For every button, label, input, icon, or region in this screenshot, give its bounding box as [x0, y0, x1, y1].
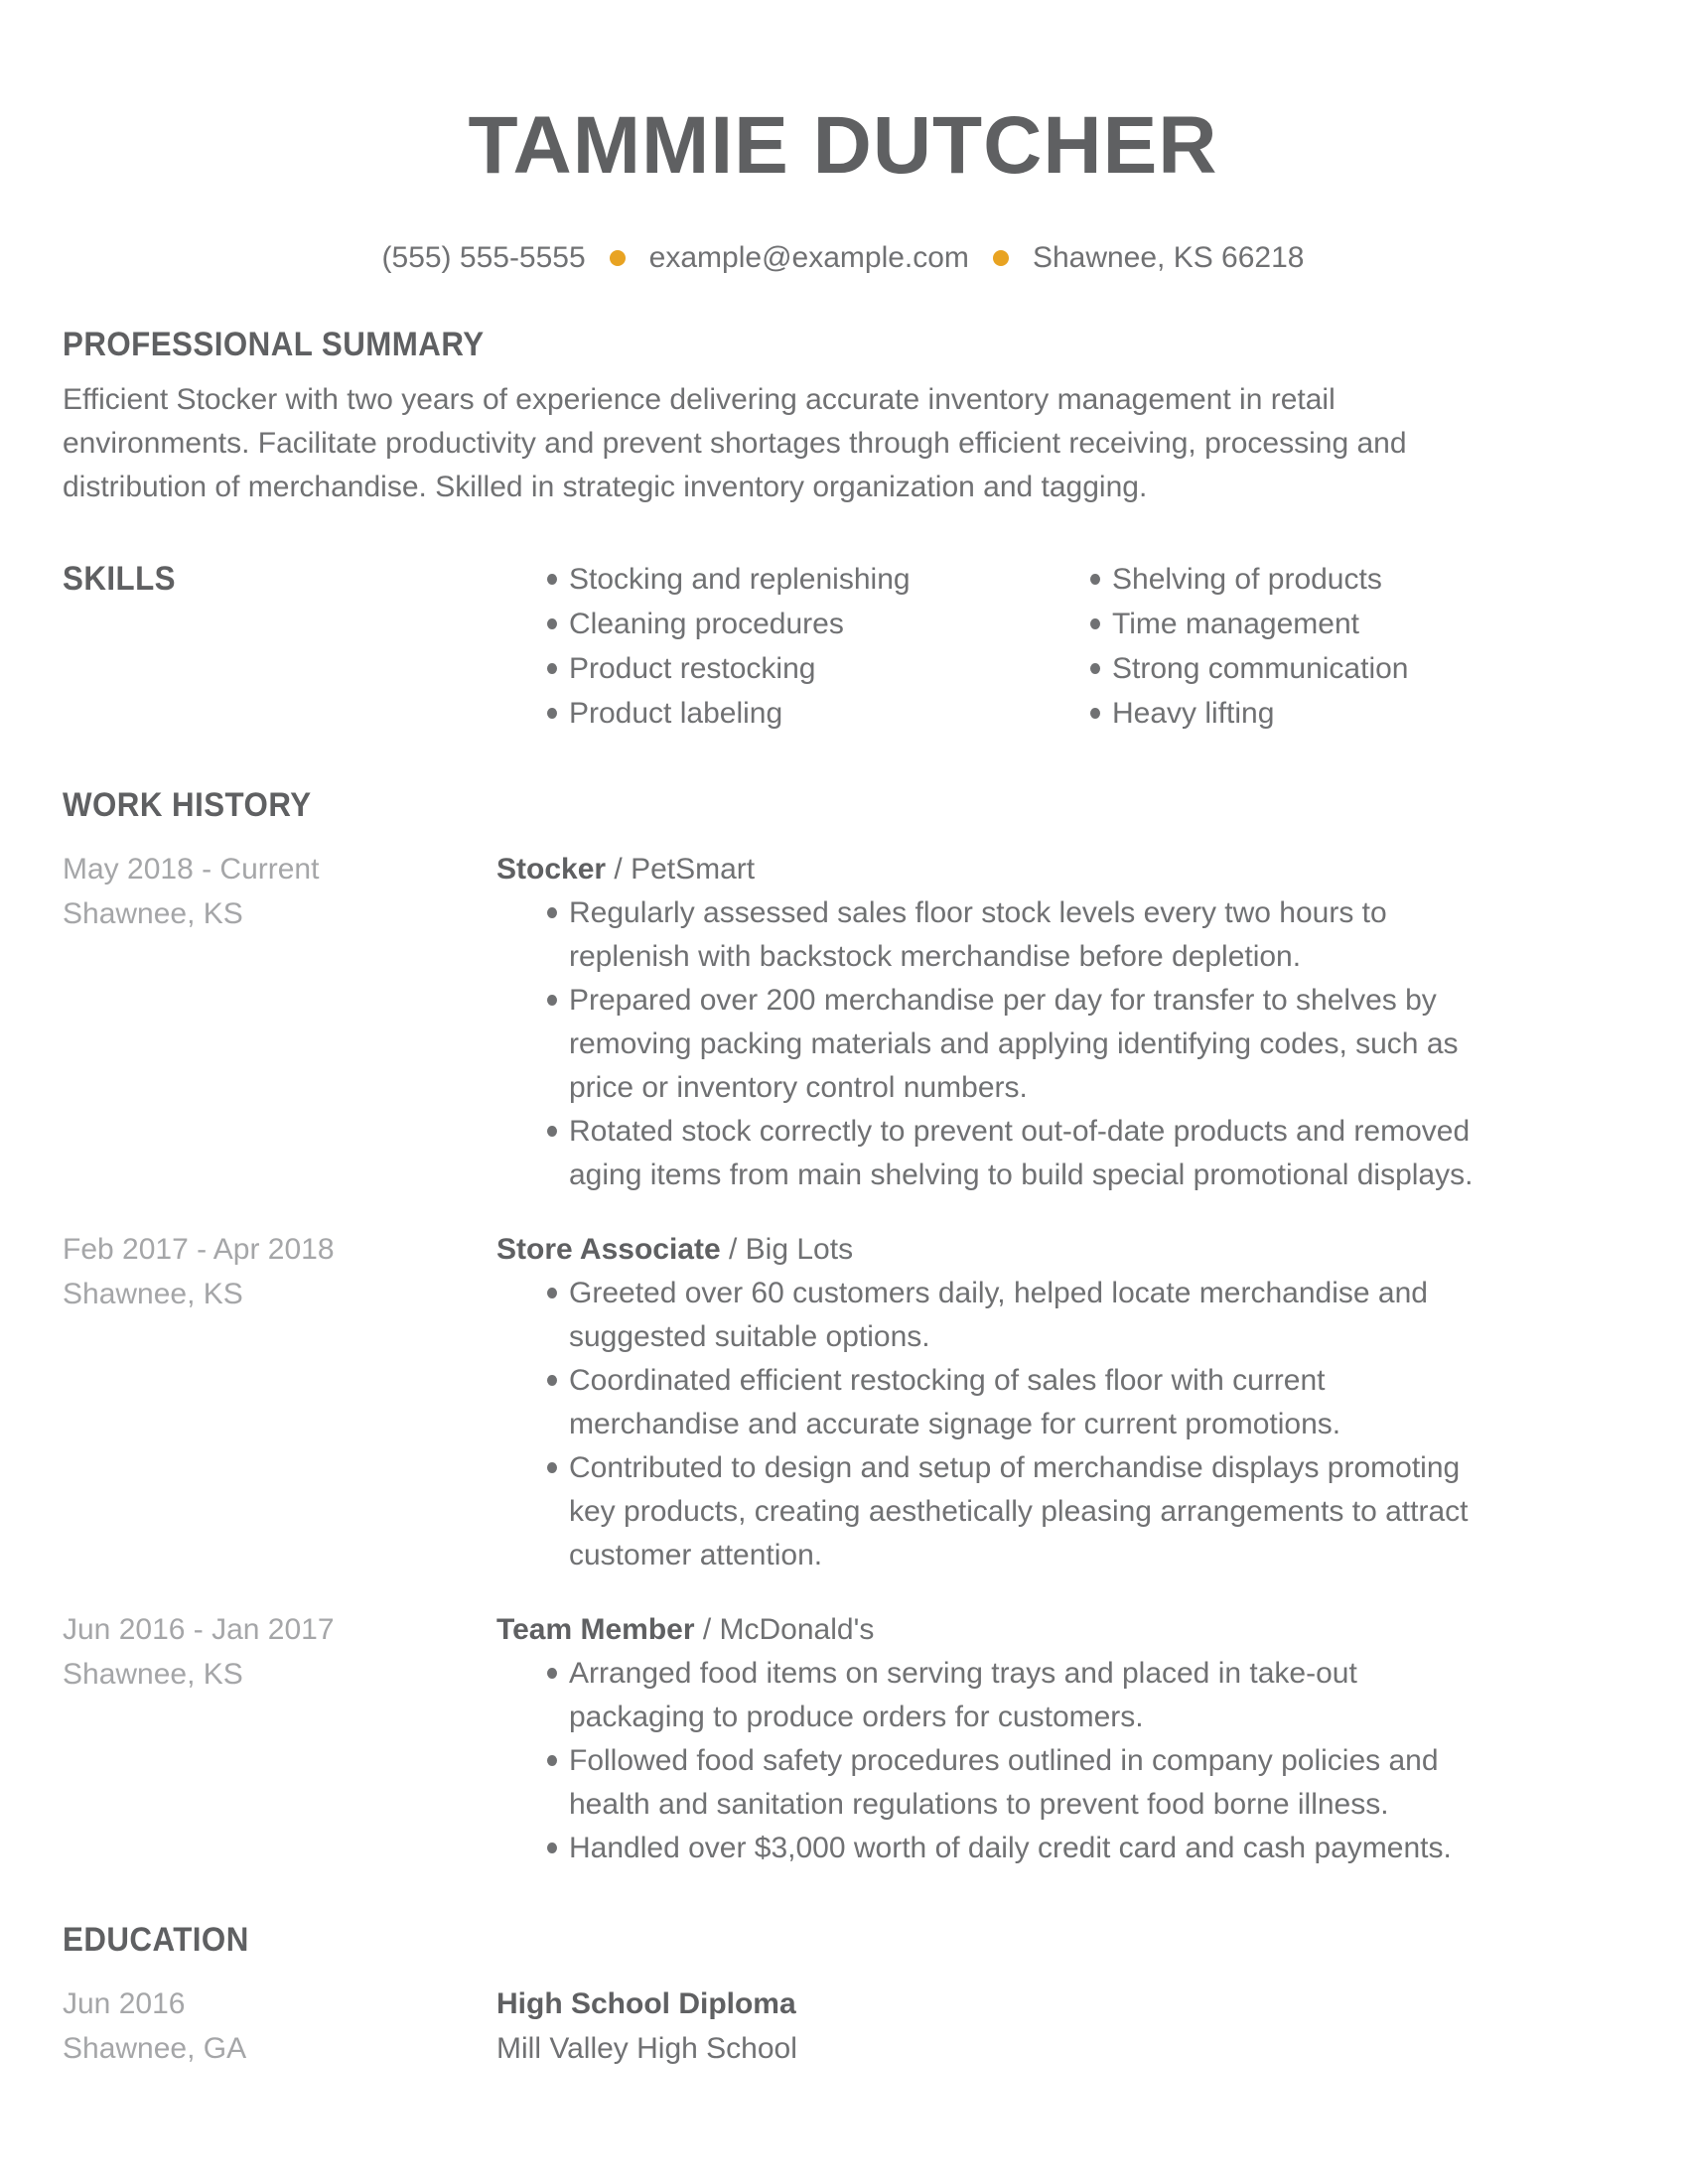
job-entry [63, 1227, 1623, 1577]
education-section-title: EDUCATION [63, 1921, 249, 1959]
skill-item: Product restocking [496, 646, 1040, 691]
skill-item: Product labeling [496, 691, 1040, 736]
education-date: Jun 2016 [63, 1987, 186, 2020]
job-duties [496, 891, 1489, 1197]
contact-separator-dot [610, 250, 626, 266]
job-duty: Followed food safety procedures outlined in company policies and health and sanitation regulations to prevent food borne illness. [496, 1739, 1489, 1827]
contact-location: Shawnee, KS 66218 [1032, 241, 1305, 274]
job-duties [496, 1652, 1489, 1870]
job-duty: Contributed to design and setup of merchandise displays promoting key products, creating aesthetically pleasing arrangements to attract customer attention. [496, 1446, 1489, 1577]
skill-item: Time management [1040, 602, 1623, 646]
summary-section [63, 323, 1623, 509]
candidate-name: TAMMIE DUTCHER [468, 100, 1218, 191]
skill-item: Heavy lifting [1040, 691, 1623, 736]
job-dates: Jun 2016 - Jan 2017 [63, 1613, 335, 1646]
job-title-separator: / [720, 1233, 746, 1266]
job-dates: Feb 2017 - Apr 2018 [63, 1233, 335, 1266]
job-duty: Regularly assessed sales floor stock levels every two hours to replenish with backstock merchandise before depletion. [496, 891, 1489, 979]
education-section [63, 1918, 1623, 2071]
job-duty: Coordinated efficient restocking of sales floor with current merchandise and accurate signage for current promotions. [496, 1359, 1489, 1446]
job-title-line [496, 1227, 1623, 1272]
job-location: Shawnee, KS [63, 1278, 243, 1310]
job-company: PetSmart [631, 853, 756, 886]
work-history-section-title: WORK HISTORY [63, 786, 312, 824]
job-duty: Handled over $3,000 worth of daily credit card and cash payments. [496, 1827, 1489, 1870]
skill-item: Cleaning procedures [496, 602, 1040, 646]
job-dates: May 2018 - Current [63, 853, 320, 886]
contact-line [63, 241, 1623, 275]
job-location: Shawnee, KS [63, 1658, 243, 1691]
job-entry [63, 847, 1623, 1197]
skill-item: Shelving of products [1040, 557, 1623, 602]
job-duty: Rotated stock correctly to prevent out-of-date products and removed aging items from main shelving to build special promotional displays. [496, 1110, 1489, 1197]
skill-item: Stocking and replenishing [496, 557, 1040, 602]
jobs-list [63, 847, 1623, 1870]
education-location: Shawnee, GA [63, 2032, 247, 2065]
skill-item: Strong communication [1040, 646, 1623, 691]
job-title: Store Associate [496, 1233, 721, 1266]
education-entry [63, 1981, 1623, 2071]
job-company: Big Lots [745, 1233, 854, 1266]
summary-section-title: PROFESSIONAL SUMMARY [63, 326, 485, 363]
job-title-separator: / [694, 1613, 720, 1646]
skills-column-1 [496, 557, 1040, 736]
job-title: Stocker [496, 853, 607, 886]
contact-phone: (555) 555-5555 [381, 241, 586, 274]
job-title-separator: / [606, 853, 632, 886]
work-history-section [63, 783, 1623, 1870]
job-duties [496, 1272, 1489, 1577]
job-duty: Arranged food items on serving trays and placed in take-out packaging to produce orders for customers. [496, 1652, 1489, 1739]
job-duty: Prepared over 200 merchandise per day for transfer to shelves by removing packing materials and applying identifying codes, such as price or inventory control numbers. [496, 979, 1489, 1110]
summary-text: Efficient Stocker with two years of experience delivering accurate inventory management in retail environments. Facilitate productivity and prevent shortages through efficient receiving, processing and distribution of merchandise. Skilled in strategic inventory organization and tagging. [63, 383, 1407, 503]
education-school: Mill Valley High School [496, 2032, 797, 2065]
contact-email: example@example.com [648, 241, 969, 274]
job-title-line [496, 1607, 1623, 1652]
skills-column-2 [1040, 557, 1623, 736]
job-entry [63, 1607, 1623, 1870]
education-degree: High School Diploma [496, 1987, 796, 2020]
job-company: McDonald's [719, 1613, 875, 1646]
job-duty: Greeted over 60 customers daily, helped locate merchandise and suggested suitable options. [496, 1272, 1489, 1359]
contact-separator-dot [993, 250, 1009, 266]
job-title-line [496, 847, 1623, 891]
job-location: Shawnee, KS [63, 897, 243, 930]
job-title: Team Member [496, 1613, 695, 1646]
skills-section-title: SKILLS [63, 560, 176, 598]
skills-section [63, 557, 1623, 736]
